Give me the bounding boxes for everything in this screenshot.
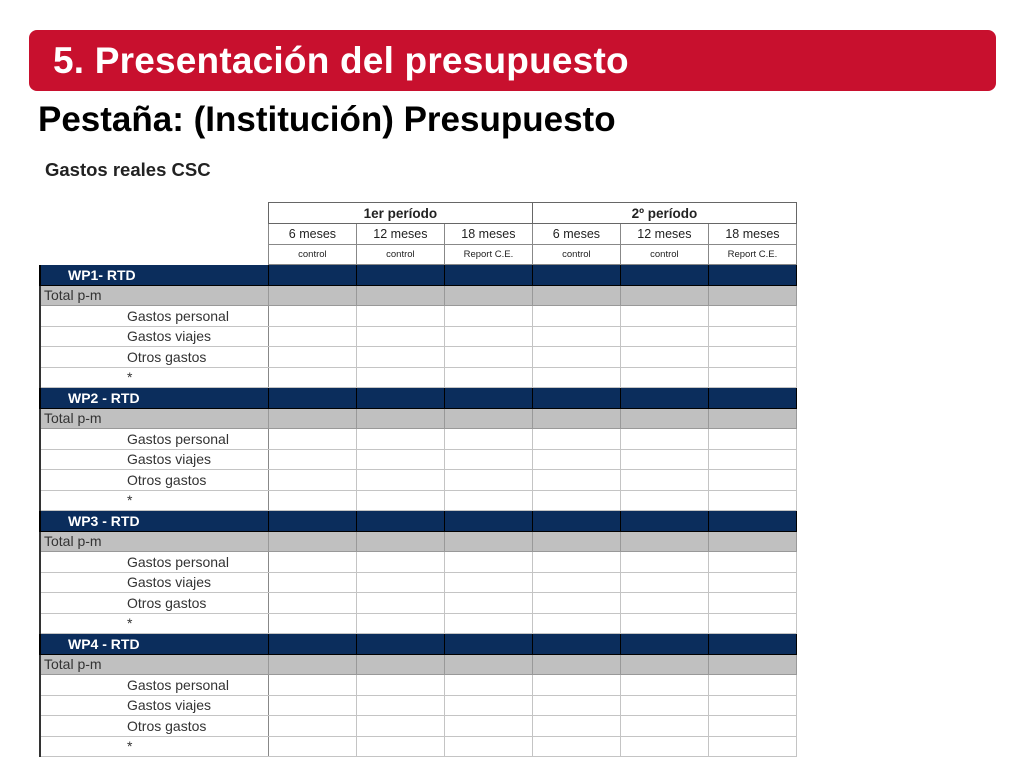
budget-cell[interactable] — [708, 347, 796, 368]
table-row — [40, 695, 797, 716]
total-cell[interactable] — [708, 408, 796, 429]
duration-header: 6 meses — [532, 224, 620, 245]
section-cell[interactable] — [356, 634, 444, 655]
budget-cell[interactable] — [444, 593, 532, 614]
report-type-header: Report C.E. — [708, 244, 796, 265]
total-cell[interactable] — [620, 285, 708, 306]
budget-cell[interactable] — [532, 593, 620, 614]
budget-cell[interactable] — [356, 490, 444, 511]
table-row — [40, 306, 797, 327]
budget-cell[interactable] — [356, 449, 444, 470]
budget-cell[interactable] — [708, 470, 796, 491]
budget-cell[interactable] — [532, 347, 620, 368]
table-row — [40, 736, 797, 757]
budget-cell[interactable] — [708, 326, 796, 347]
expense-label: Gastos viajes — [40, 326, 268, 347]
expense-label: Gastos personal — [40, 429, 268, 450]
total-cell[interactable] — [444, 531, 532, 552]
budget-cell[interactable] — [444, 347, 532, 368]
budget-cell[interactable] — [356, 593, 444, 614]
budget-cell[interactable] — [708, 306, 796, 327]
table-row — [40, 449, 797, 470]
expense-label: Gastos viajes — [40, 572, 268, 593]
budget-cell[interactable] — [620, 347, 708, 368]
section-cell[interactable] — [268, 511, 356, 532]
table-row — [40, 470, 797, 491]
budget-cell[interactable] — [620, 306, 708, 327]
section-cell[interactable] — [268, 388, 356, 409]
header-spacer — [40, 244, 268, 265]
total-cell[interactable] — [444, 285, 532, 306]
total-cell[interactable] — [444, 654, 532, 675]
budget-cell[interactable] — [444, 675, 532, 696]
section-cell[interactable] — [620, 634, 708, 655]
section-cell[interactable] — [268, 265, 356, 286]
total-cell[interactable] — [620, 531, 708, 552]
budget-cell[interactable] — [620, 552, 708, 573]
report-type-header: control — [356, 244, 444, 265]
budget-cell[interactable] — [708, 572, 796, 593]
budget-cell[interactable] — [444, 572, 532, 593]
budget-cell[interactable] — [268, 593, 356, 614]
section-cell[interactable] — [708, 388, 796, 409]
total-cell[interactable] — [532, 408, 620, 429]
budget-cell[interactable] — [620, 695, 708, 716]
section-header-row — [40, 634, 797, 655]
total-label: Total p-m — [40, 285, 268, 306]
budget-cell[interactable] — [444, 736, 532, 757]
expense-label: * — [40, 736, 268, 757]
budget-cell[interactable] — [620, 326, 708, 347]
budget-cell[interactable] — [532, 736, 620, 757]
budget-spreadsheet — [39, 202, 780, 755]
budget-cell[interactable] — [268, 347, 356, 368]
budget-cell[interactable] — [532, 449, 620, 470]
budget-table — [39, 202, 797, 757]
section-cell[interactable] — [620, 511, 708, 532]
table-row — [40, 593, 797, 614]
section-cell[interactable] — [532, 388, 620, 409]
budget-cell[interactable] — [444, 716, 532, 737]
budget-cell[interactable] — [532, 367, 620, 388]
expense-label: Otros gastos — [40, 593, 268, 614]
expense-label: Gastos personal — [40, 306, 268, 327]
total-cell[interactable] — [532, 531, 620, 552]
expense-label: * — [40, 367, 268, 388]
budget-cell[interactable] — [708, 736, 796, 757]
title-bar — [29, 30, 996, 91]
section-cell[interactable] — [444, 388, 532, 409]
budget-cell[interactable] — [268, 367, 356, 388]
section-cell[interactable] — [356, 388, 444, 409]
expense-label: Gastos personal — [40, 552, 268, 573]
total-cell[interactable] — [268, 531, 356, 552]
budget-cell[interactable] — [268, 736, 356, 757]
total-cell[interactable] — [708, 531, 796, 552]
budget-cell[interactable] — [444, 449, 532, 470]
section-cell[interactable] — [532, 265, 620, 286]
total-cell[interactable] — [532, 654, 620, 675]
budget-cell[interactable] — [444, 613, 532, 634]
total-cell[interactable] — [708, 285, 796, 306]
duration-header: 18 meses — [708, 224, 796, 245]
header-spacer — [40, 203, 268, 224]
section-cell[interactable] — [532, 634, 620, 655]
budget-cell[interactable] — [444, 470, 532, 491]
budget-cell[interactable] — [356, 552, 444, 573]
total-label: Total p-m — [40, 654, 268, 675]
total-cell[interactable] — [268, 285, 356, 306]
section-cell[interactable] — [532, 511, 620, 532]
header-spacer — [40, 224, 268, 245]
report-type-header: control — [268, 244, 356, 265]
budget-cell[interactable] — [444, 326, 532, 347]
budget-cell[interactable] — [444, 490, 532, 511]
period-header: 2º período — [532, 203, 796, 224]
budget-cell[interactable] — [444, 306, 532, 327]
total-cell[interactable] — [444, 408, 532, 429]
section-header-row — [40, 511, 797, 532]
total-cell[interactable] — [708, 654, 796, 675]
section-cell[interactable] — [708, 511, 796, 532]
budget-cell[interactable] — [268, 552, 356, 573]
total-cell[interactable] — [620, 654, 708, 675]
duration-header: 12 meses — [356, 224, 444, 245]
table-row — [40, 347, 797, 368]
budget-cell[interactable] — [620, 675, 708, 696]
budget-cell[interactable] — [708, 367, 796, 388]
budget-cell[interactable] — [708, 593, 796, 614]
budget-cell[interactable] — [444, 695, 532, 716]
total-cell[interactable] — [268, 408, 356, 429]
report-type-header: Report C.E. — [444, 244, 532, 265]
section-title: WP1- RTD — [40, 265, 268, 286]
section-cell[interactable] — [620, 388, 708, 409]
page-subtitle: Pestaña: (Institución) Presupuesto — [38, 100, 616, 139]
table-row — [40, 716, 797, 737]
report-type-header: control — [532, 244, 620, 265]
total-cell[interactable] — [356, 531, 444, 552]
budget-cell[interactable] — [268, 675, 356, 696]
section-header-row — [40, 265, 797, 286]
duration-header: 12 meses — [620, 224, 708, 245]
table-row — [40, 552, 797, 573]
budget-cell[interactable] — [620, 367, 708, 388]
duration-header: 6 meses — [268, 224, 356, 245]
expense-label: Gastos viajes — [40, 449, 268, 470]
budget-cell[interactable] — [268, 326, 356, 347]
budget-cell[interactable] — [620, 593, 708, 614]
page-title: 5. Presentación del presupuesto — [53, 39, 629, 81]
budget-cell[interactable] — [268, 695, 356, 716]
budget-cell[interactable] — [708, 675, 796, 696]
budget-cell[interactable] — [356, 695, 444, 716]
expense-label: Otros gastos — [40, 716, 268, 737]
section-cell[interactable] — [444, 634, 532, 655]
section-title: WP3 - RTD — [40, 511, 268, 532]
budget-cell[interactable] — [532, 306, 620, 327]
report-type-row — [40, 244, 797, 265]
budget-cell[interactable] — [532, 613, 620, 634]
budget-cell[interactable] — [620, 613, 708, 634]
budget-cell[interactable] — [356, 675, 444, 696]
budget-cell[interactable] — [532, 716, 620, 737]
budget-cell[interactable] — [532, 470, 620, 491]
section-cell[interactable] — [444, 511, 532, 532]
budget-cell[interactable] — [708, 716, 796, 737]
budget-cell[interactable] — [268, 470, 356, 491]
budget-cell[interactable] — [268, 572, 356, 593]
expense-label: * — [40, 490, 268, 511]
budget-cell[interactable] — [532, 552, 620, 573]
total-label: Total p-m — [40, 408, 268, 429]
budget-cell[interactable] — [356, 613, 444, 634]
expense-label: Gastos viajes — [40, 695, 268, 716]
table-row — [40, 326, 797, 347]
total-row — [40, 654, 797, 675]
budget-cell[interactable] — [532, 675, 620, 696]
total-row — [40, 408, 797, 429]
section-cell[interactable] — [620, 265, 708, 286]
budget-cell[interactable] — [532, 572, 620, 593]
section-title: WP4 - RTD — [40, 634, 268, 655]
budget-cell[interactable] — [268, 429, 356, 450]
table-row — [40, 490, 797, 511]
section-cell[interactable] — [356, 511, 444, 532]
expense-label: Otros gastos — [40, 470, 268, 491]
budget-cell[interactable] — [708, 490, 796, 511]
expense-label: * — [40, 613, 268, 634]
table-row — [40, 613, 797, 634]
budget-cell[interactable] — [268, 613, 356, 634]
budget-cell[interactable] — [708, 429, 796, 450]
total-cell[interactable] — [620, 408, 708, 429]
total-cell[interactable] — [532, 285, 620, 306]
budget-cell[interactable] — [708, 695, 796, 716]
section-cell[interactable] — [708, 634, 796, 655]
section-cell[interactable] — [356, 265, 444, 286]
budget-cell[interactable] — [532, 429, 620, 450]
budget-cell[interactable] — [532, 490, 620, 511]
budget-cell[interactable] — [708, 552, 796, 573]
budget-cell[interactable] — [620, 470, 708, 491]
budget-cell[interactable] — [356, 347, 444, 368]
budget-cell[interactable] — [356, 736, 444, 757]
budget-cell[interactable] — [620, 490, 708, 511]
budget-cell[interactable] — [356, 367, 444, 388]
table-row — [40, 675, 797, 696]
budget-cell[interactable] — [268, 716, 356, 737]
section-cell[interactable] — [444, 265, 532, 286]
duration-header: 18 meses — [444, 224, 532, 245]
total-row — [40, 531, 797, 552]
budget-cell[interactable] — [620, 736, 708, 757]
budget-cell[interactable] — [444, 367, 532, 388]
report-type-header: control — [620, 244, 708, 265]
expense-label: Otros gastos — [40, 347, 268, 368]
budget-cell[interactable] — [620, 449, 708, 470]
total-row — [40, 285, 797, 306]
budget-cell[interactable] — [356, 470, 444, 491]
budget-cell[interactable] — [356, 306, 444, 327]
budget-cell[interactable] — [356, 326, 444, 347]
budget-cell[interactable] — [268, 490, 356, 511]
table-row — [40, 572, 797, 593]
budget-cell[interactable] — [708, 613, 796, 634]
total-cell[interactable] — [268, 654, 356, 675]
total-cell[interactable] — [356, 654, 444, 675]
total-cell[interactable] — [356, 285, 444, 306]
duration-header-row — [40, 224, 797, 245]
budget-cell[interactable] — [356, 716, 444, 737]
section-title: WP2 - RTD — [40, 388, 268, 409]
total-cell[interactable] — [356, 408, 444, 429]
budget-cell[interactable] — [708, 449, 796, 470]
period-header-row — [40, 203, 797, 224]
budget-cell[interactable] — [444, 429, 532, 450]
sheet-title: Gastos reales CSC — [45, 159, 211, 180]
section-header-row — [40, 388, 797, 409]
period-header: 1er período — [268, 203, 532, 224]
budget-cell[interactable] — [444, 552, 532, 573]
expense-label: Gastos personal — [40, 675, 268, 696]
budget-cell[interactable] — [620, 429, 708, 450]
table-row — [40, 367, 797, 388]
budget-cell[interactable] — [356, 572, 444, 593]
budget-cell[interactable] — [268, 306, 356, 327]
table-row — [40, 429, 797, 450]
budget-cell[interactable] — [620, 716, 708, 737]
budget-cell[interactable] — [532, 326, 620, 347]
section-cell[interactable] — [708, 265, 796, 286]
budget-cell[interactable] — [356, 429, 444, 450]
budget-cell[interactable] — [532, 695, 620, 716]
budget-cell[interactable] — [620, 572, 708, 593]
budget-cell[interactable] — [268, 449, 356, 470]
section-cell[interactable] — [268, 634, 356, 655]
total-label: Total p-m — [40, 531, 268, 552]
